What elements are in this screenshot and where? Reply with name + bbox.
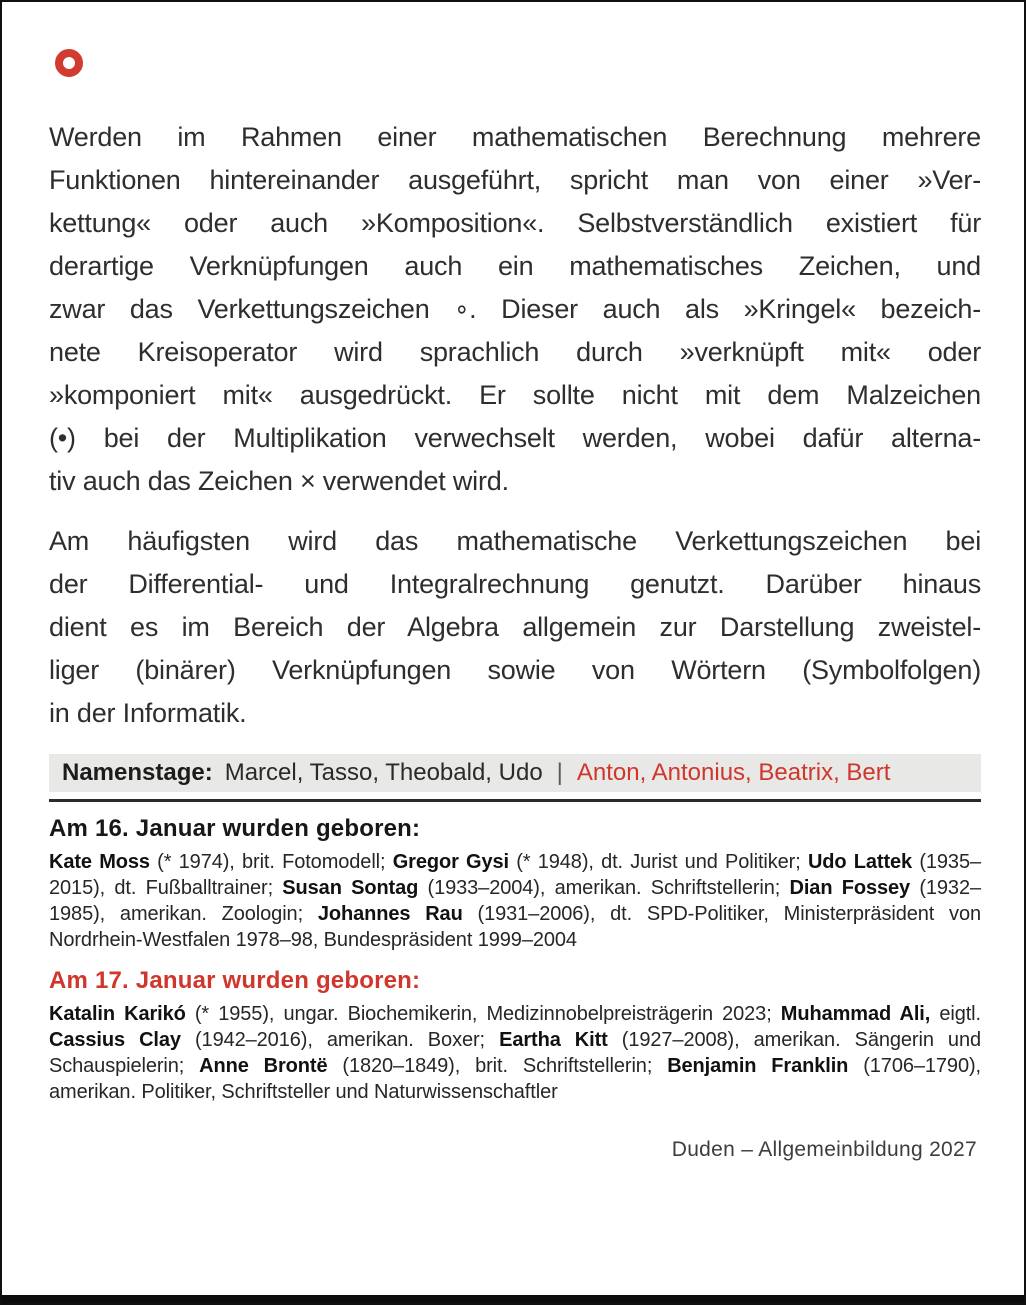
namenstage-bar [49,754,981,792]
article-paragraph-1: Werden im Rahmen einer mathematischen Berechnung mehrere Funktionen hintereinander ausgeführt, spricht man von einer »Ver- kettung« oder auch »Komposition«. Selbstverständlich existiert für derartige Verknüpfungen auch ein mathematisches Zeichen, und zwar das Verkettungszeichen ∘. Dieser auch als »Kringel« bezeich- nete Kreisoperator wird sprachlich durch »verknüpft mit« oder »komponiert mit« ausgedrückt. Er sollte nicht mit dem Malzeichen (•) bei der Multiplikation verwechselt werden, wobei dafür alterna- tiv auch das Zeichen × verwendet wird. [49,122,981,496]
namenstage-separator: | [556,759,563,786]
birthdays-jan16-heading: Am 16. Januar wurden geboren: [49,815,421,842]
namenstage-label: Namenstage: [62,759,213,786]
namenstage-current-names: Marcel, Tasso, Theobald, Udo [224,759,543,786]
birthdays-jan16-entries: Kate Moss (* 1974), brit. Fotomodell; Gregor Gysi (* 1948), dt. Jurist und Politiker; Udo Lattek (1935–2015), dt. Fußballtrainer; Susan Sontag (1933–2004), amerikan. Schriftstellerin; Dian Fossey (1932–1985), amerikan. Zoologin; Johannes Rau (1931–2006), dt. SPD-Politiker, Ministerpräsident von Nordrhein-Westfalen 1978–98, Bundespräsident 1999–2004 [49,851,981,951]
bottom-edge-bar [2,1295,1024,1303]
imprint: Duden – Allgemeinbildung 2027 [671,1138,977,1161]
namenstage-next-names: Anton, Antonius, Beatrix, Bert [576,759,891,786]
birthdays-jan17-entries: Katalin Karikó (* 1955), ungar. Biochemikerin, Medizinnobelpreisträgerin 2023; Muhammad Ali, eigtl. Cassius Clay (1942–2016), amerikan. Boxer; Eartha Kitt (1927–2008), amerikan. Sängerin und Schauspielerin; Anne Brontë (1820–1849), brit. Schriftstellerin; Benjamin Franklin (1706–1790), amerikan. Politiker, Schriftsteller und Naturwissenschaftler [49,1003,981,1103]
ring-operator-icon [55,49,83,77]
divider-rule [49,799,981,802]
article-paragraph-2: Am häufigsten wird das mathematische Verkettungszeichen bei der Differential- und Integralrechnung genutzt. Darüber hinaus dient es im Bereich der Algebra allgemein zur Darstellung zweistel- liger (binärer) Verknüpfungen sowie von Wörtern (Symbolfolgen) in der Informatik. [49,526,981,728]
birthdays-jan17-heading: Am 17. Januar wurden geboren: [49,967,421,994]
